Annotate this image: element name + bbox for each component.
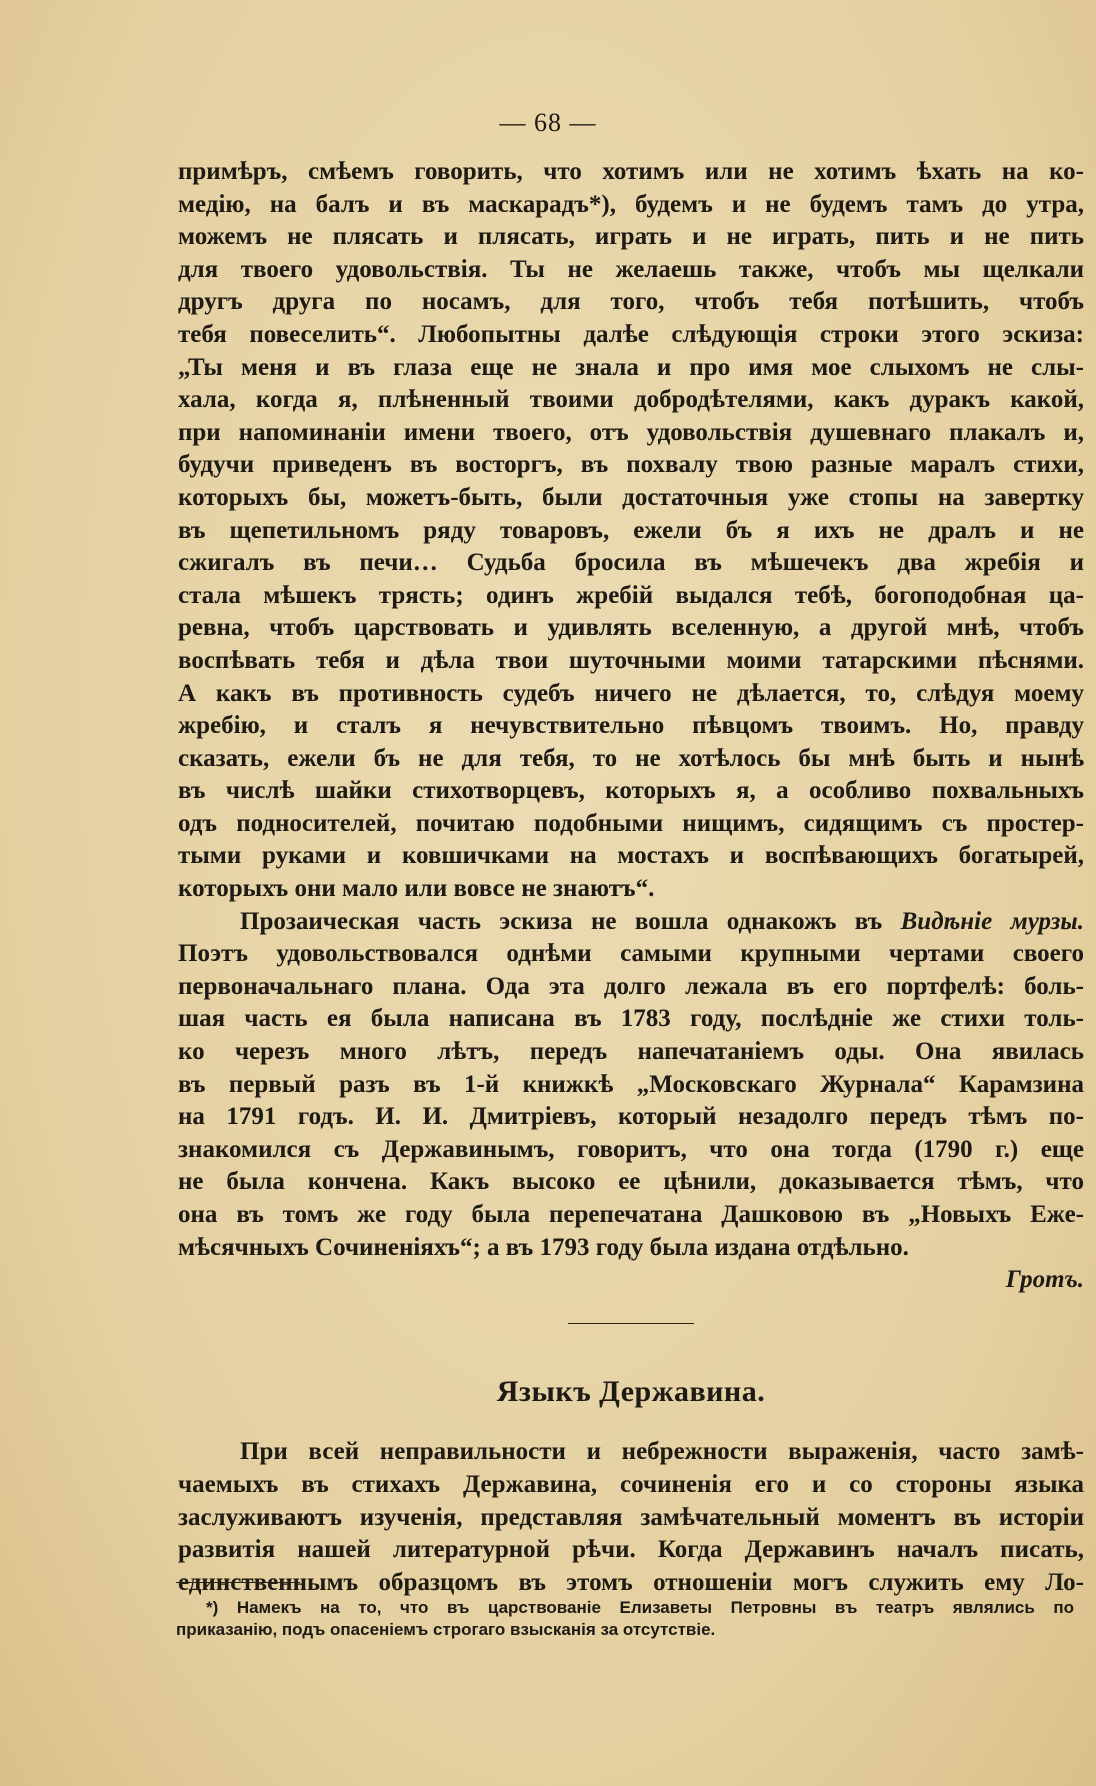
footnote: [176, 1597, 1074, 1641]
text-line: развитія нашей литературной рѣчи. Когда Державинъ началъ писать,: [178, 1536, 1084, 1564]
italic-title: Видѣніе мурзы.: [900, 907, 1084, 935]
text-line: жребію, и сталъ я нечувствительно пѣвцомъ твоимъ. Но, правду: [178, 712, 1084, 740]
footnote-line: приказанію, подъ опасеніемъ строгаго взысканія за отсутствіе.: [176, 1620, 716, 1639]
section-divider: [568, 1323, 694, 1324]
text-line: А какъ въ противность судебъ ничего не дѣлается, то, слѣдуя моему: [178, 679, 1084, 707]
text-line: одъ подносителей, почитаю подобными нищимъ, сидящимъ съ простер-: [178, 809, 1084, 837]
text-line: сказать, ежели бъ не для тебя, то не хотѣлось бы мнѣ быть и нынѣ: [178, 744, 1084, 772]
text-line: При всей неправильности и небрежности выраженія, часто замѣ-: [240, 1438, 1084, 1466]
text-line: сжигалъ въ печи… Судьба бросила въ мѣшечекъ два жребія и: [178, 549, 1084, 577]
text-span: Прозаическая часть эскиза не вошла однакожъ въ: [240, 907, 883, 935]
page-number: — 68 —: [499, 108, 597, 137]
author-signature: Гротъ.: [1005, 1266, 1084, 1294]
paragraph-quote: [178, 156, 1084, 906]
text-line: которыхъ они мало или вовсе не знаютъ“.: [178, 875, 655, 903]
text-line: для твоего удовольствія. Ты не желаешь также, чтобъ мы щелкали: [178, 255, 1084, 283]
text-line: хала, когда я, плѣненный твоими добродѣтелями, какъ дуракъ какой,: [178, 386, 1084, 414]
text-line: въ щепетильномъ ряду товаровъ, ежели бъ я ихъ не дралъ и не: [178, 516, 1084, 544]
text-line: тыми руками и ковшичками на мостахъ и воспѣвающихъ богатырей,: [178, 842, 1084, 870]
text-line: Поэтъ удовольствовался однѣми самыми крупными чертами своего: [178, 940, 1084, 968]
main-text: [178, 156, 1084, 1599]
text-line: заслуживаютъ изученія, представляя замѣчательный моментъ въ исторіи: [178, 1503, 1084, 1531]
text-line: другъ друга по носамъ, для того, чтобъ тебя потѣшить, чтобъ: [178, 288, 1084, 316]
text-line: стала мѣшекъ трясть; одинъ жребій выдался тебѣ, богоподобная ца-: [178, 581, 1084, 609]
text-line: знакомился съ Державинымъ, говоритъ, что она тогда (1790 г.) еще: [178, 1135, 1084, 1163]
text-line: она въ томъ же году была перепечатана Дашковою въ „Новыхъ Еже-: [178, 1201, 1084, 1228]
text-line: чаемыхъ въ стихахъ Державина, сочиненія его и со стороны языка: [178, 1470, 1084, 1498]
text-line: при напоминаніи имени твоего, отъ удовольствія душевнаго плакалъ и,: [178, 418, 1084, 446]
text-line: мѣсячныхъ Сочиненіяхъ“; а въ 1793 году была издана отдѣльно.: [178, 1233, 909, 1261]
text-line: воспѣвать тебя и дѣла твои шуточными моими татарскими пѣснями.: [178, 646, 1084, 674]
text-line: на 1791 годъ. И. И. Дмитріевъ, который незадолго передъ тѣмъ по-: [178, 1103, 1084, 1131]
text-line: въ числѣ шайки стихотворцевъ, которыхъ я, а особливо похвальныхъ: [178, 777, 1084, 805]
text-line: ко черезъ много лѣтъ, передъ напечатаніемъ оды. Она явилась: [178, 1038, 1084, 1066]
footnote-divider: [176, 1582, 300, 1583]
text-line: въ первый разъ въ 1-й книжкѣ „Московскаго Журнала“ Карамзина: [178, 1070, 1084, 1098]
text-line: первоначальнаго плана. Ода эта долго лежала въ его портфелѣ: боль-: [178, 972, 1084, 1000]
text-line: примѣръ, смѣемъ говорить, что хотимъ или не хотимъ ѣхать на ко-: [178, 158, 1084, 185]
text-line: не была кончена. Какъ высоко ее цѣнили, доказывается тѣмъ, что: [178, 1168, 1084, 1196]
text-line: „Ты меня и въ глаза еще не знала и про имя мое слыхомъ не слы-: [178, 353, 1084, 381]
paragraph-language: [178, 1436, 1084, 1599]
text-line: ревна, чтобъ царствовать и удивлять вселенную, а другой мнѣ, чтобъ: [178, 614, 1084, 642]
text-line: будучи приведенъ въ восторгъ, въ похвалу твою разные маралъ стихи,: [178, 451, 1084, 479]
section-title: Языкъ Державина.: [496, 1374, 766, 1408]
text-line: медію, на балъ и въ маскарадъ*), будемъ и не будемъ тамъ до утра,: [178, 190, 1084, 218]
text-line: тебя повеселить“. Любопытны далѣе слѣдующія строки этого эскиза:: [178, 320, 1084, 348]
text-line: [178, 906, 1084, 939]
text-line: единственнымъ образцомъ въ этомъ отношеніи могъ служить ему Ло-: [178, 1568, 1084, 1596]
paragraph-commentary: [178, 906, 1084, 1297]
text-line: можемъ не плясать и плясать, играть и не играть, пить и не пить: [178, 223, 1084, 251]
text-line: которыхъ бы, можетъ-быть, были достаточныя уже стопы на завертку: [178, 483, 1084, 511]
text-line: шая часть ея была написана въ 1783 году, послѣдніе же стихи толь-: [178, 1005, 1084, 1033]
footnote-line: *) Намекъ на то, что въ царствованіе Елизаветы Петровны въ театръ являлись по: [206, 1598, 1074, 1617]
